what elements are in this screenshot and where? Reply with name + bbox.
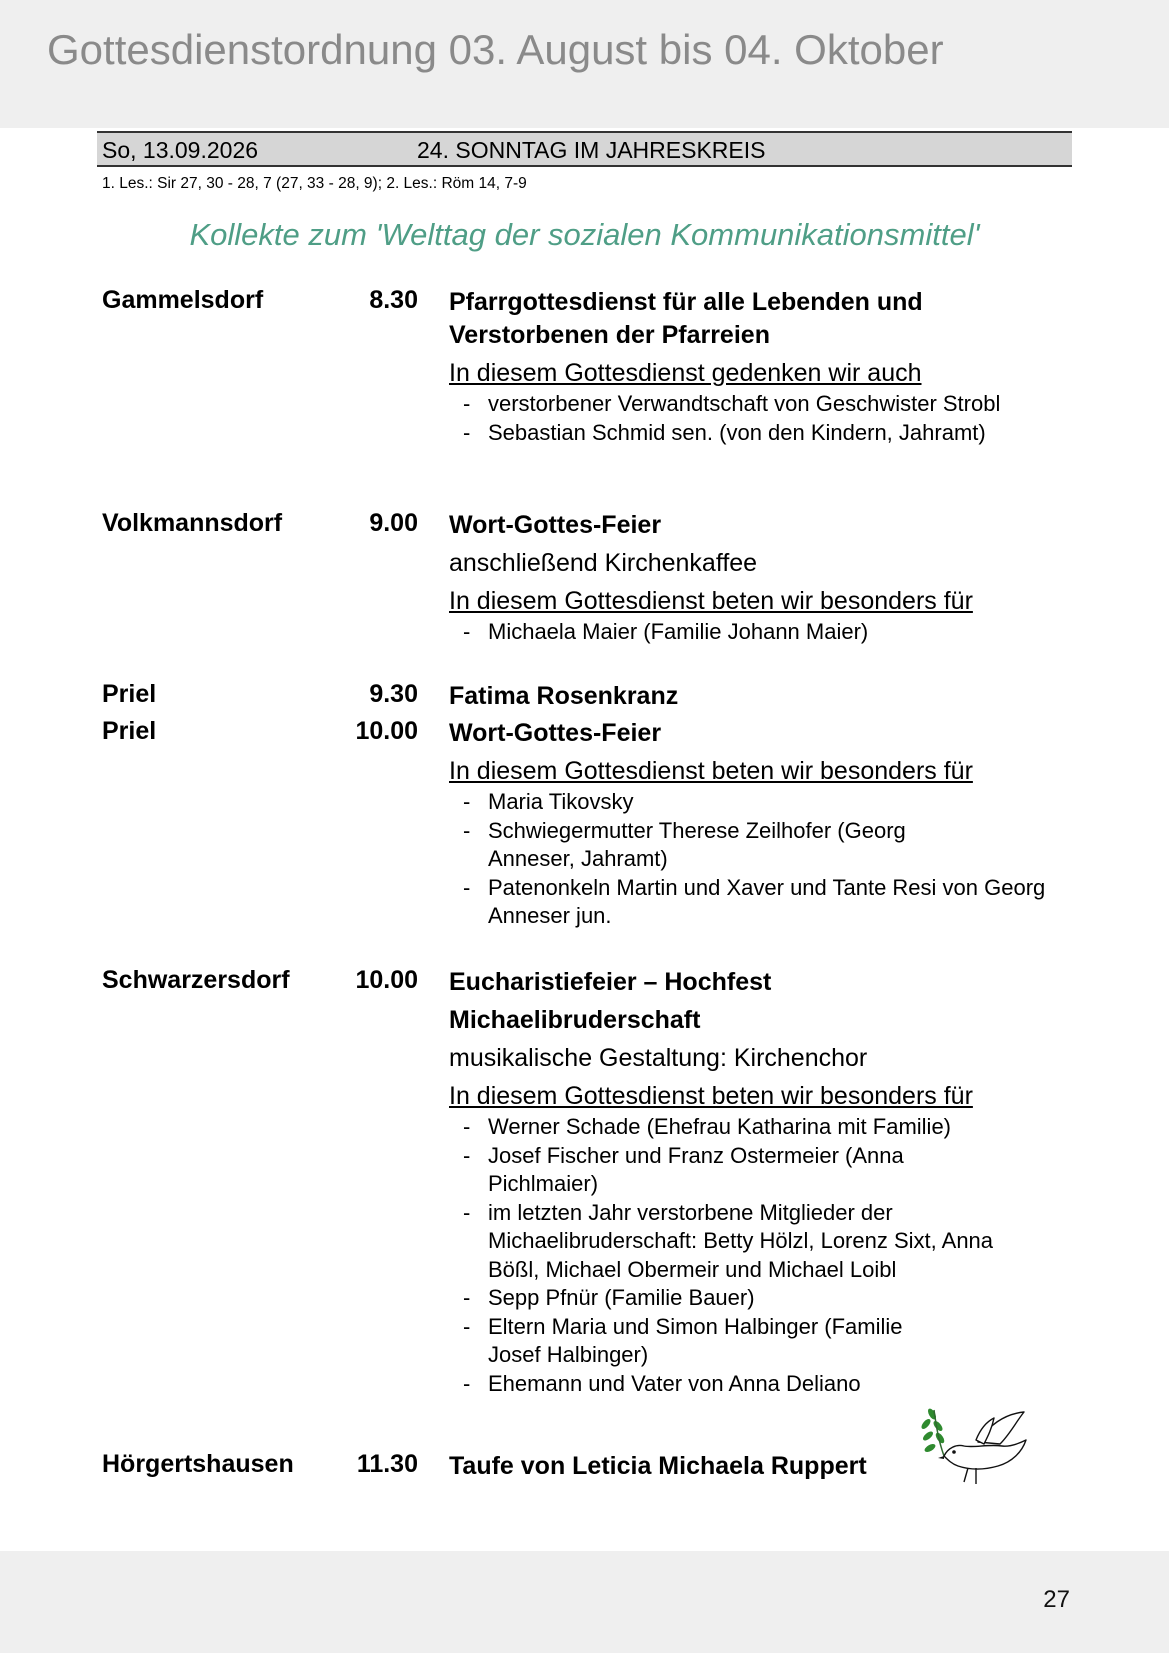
service-time: 11.30 — [356, 1450, 418, 1478]
service-time: 9.00 — [369, 509, 418, 537]
service-note: musikalische Gestaltung: Kirchenchor — [449, 1044, 868, 1072]
intention-heading: In diesem Gottesdienst beten wir besonders für — [449, 587, 973, 615]
service-time: 9.30 — [369, 680, 418, 708]
service-place: Priel — [102, 717, 157, 745]
intention-item: - verstorbener Verwandtschaft von Geschwister Strobl — [463, 391, 1001, 416]
service-time: 10.00 — [355, 717, 418, 745]
intention-list — [449, 1113, 1023, 1398]
intention-item: - Maria Tikovsky — [463, 789, 634, 814]
liturgical-day: 24. SONNTAG IM JAHRESKREIS — [417, 137, 766, 163]
date-bar — [97, 131, 1072, 167]
footer-band — [0, 1551, 1169, 1653]
service-place: Gammelsdorf — [102, 286, 264, 314]
intention-heading: In diesem Gottesdienst beten wir besonders für — [449, 757, 973, 785]
intention-list — [449, 618, 1112, 647]
service-title: Michaelibruderschaft — [449, 1006, 701, 1034]
intention-list — [449, 788, 1073, 931]
service-time: 8.30 — [369, 286, 418, 314]
readings: 1. Les.: Sir 27, 30 - 28, 7 (27, 33 - 28, 9); 2. Les.: Röm 14, 7-9 — [102, 175, 527, 192]
page-number: 27 — [1043, 1586, 1070, 1613]
intention-heading: In diesem Gottesdienst gedenken wir auch — [449, 359, 922, 387]
service-gammelsdorf — [102, 286, 1112, 447]
service-place: Priel — [102, 680, 157, 708]
service-time: 10.00 — [355, 966, 418, 994]
service-title: Wort-Gottes-Feier — [449, 511, 662, 539]
intention-heading: In diesem Gottesdienst beten wir besonders für — [449, 1082, 973, 1110]
intention-item: - Werner Schade (Ehefrau Katharina mit Familie) — [463, 1114, 952, 1139]
collection-note: Kollekte zum 'Welttag der sozialen Kommunikationsmittel' — [189, 217, 980, 252]
service-priel — [102, 717, 1112, 931]
service-place: Schwarzersdorf — [102, 966, 290, 994]
intention-item: - Josef Fischer und Franz Ostermeier (Anna Pichlmaier) — [463, 1142, 904, 1196]
intention-item: - Schwiegermutter Therese Zeilhofer (Georg Anneser, Jahramt) — [463, 817, 906, 871]
service-title: Fatima Rosenkranz — [449, 682, 679, 710]
dove-icon — [918, 1404, 1030, 1496]
intention-item: - Ehemann und Vater von Anna Deliano — [463, 1370, 861, 1396]
service-place: Hörgertshausen — [102, 1450, 294, 1478]
intention-list — [449, 390, 1112, 447]
intention-item: - im letzten Jahr verstorbene Mitglieder der Michaelibruderschaft: Betty Hölzl, Lorenz Sixt, Anna Bößl, Michael Obermeir und Michael Loibl — [463, 1199, 994, 1282]
intention-item: - Eltern Maria und Simon Halbinger (Familie Josef Halbinger) — [463, 1313, 903, 1367]
service-title: Eucharistiefeier – Hochfest — [449, 968, 772, 996]
intention-item: - Sepp Pfnür (Familie Bauer) — [463, 1285, 755, 1310]
intention-item: - Sebastian Schmid sen. (von den Kindern, Jahramt) — [463, 419, 986, 445]
service-note: anschließend Kirchenkaffee — [449, 549, 758, 577]
service-date: So, 13.09.2026 — [102, 137, 259, 163]
service-place: Volkmannsdorf — [102, 509, 283, 537]
intention-item: - Michaela Maier (Familie Johann Maier) — [463, 619, 869, 644]
service-volkmannsdorf — [102, 509, 1112, 647]
service-title: Wort-Gottes-Feier — [449, 719, 662, 747]
service-priel-rosary — [102, 680, 1112, 713]
service-title: Pfarrgottesdienst für alle Lebenden und Verstorbenen der Pfarreien — [449, 288, 923, 349]
service-schwarzersdorf — [102, 966, 1112, 1398]
intention-item: - Patenonkeln Martin und Xaver und Tante Resi von Georg Anneser jun. — [463, 874, 1046, 928]
service-title: Taufe von Leticia Michaela Ruppert — [449, 1452, 867, 1480]
page-header-title: Gottesdienstordnung 03. August bis 04. Oktober — [47, 26, 944, 73]
